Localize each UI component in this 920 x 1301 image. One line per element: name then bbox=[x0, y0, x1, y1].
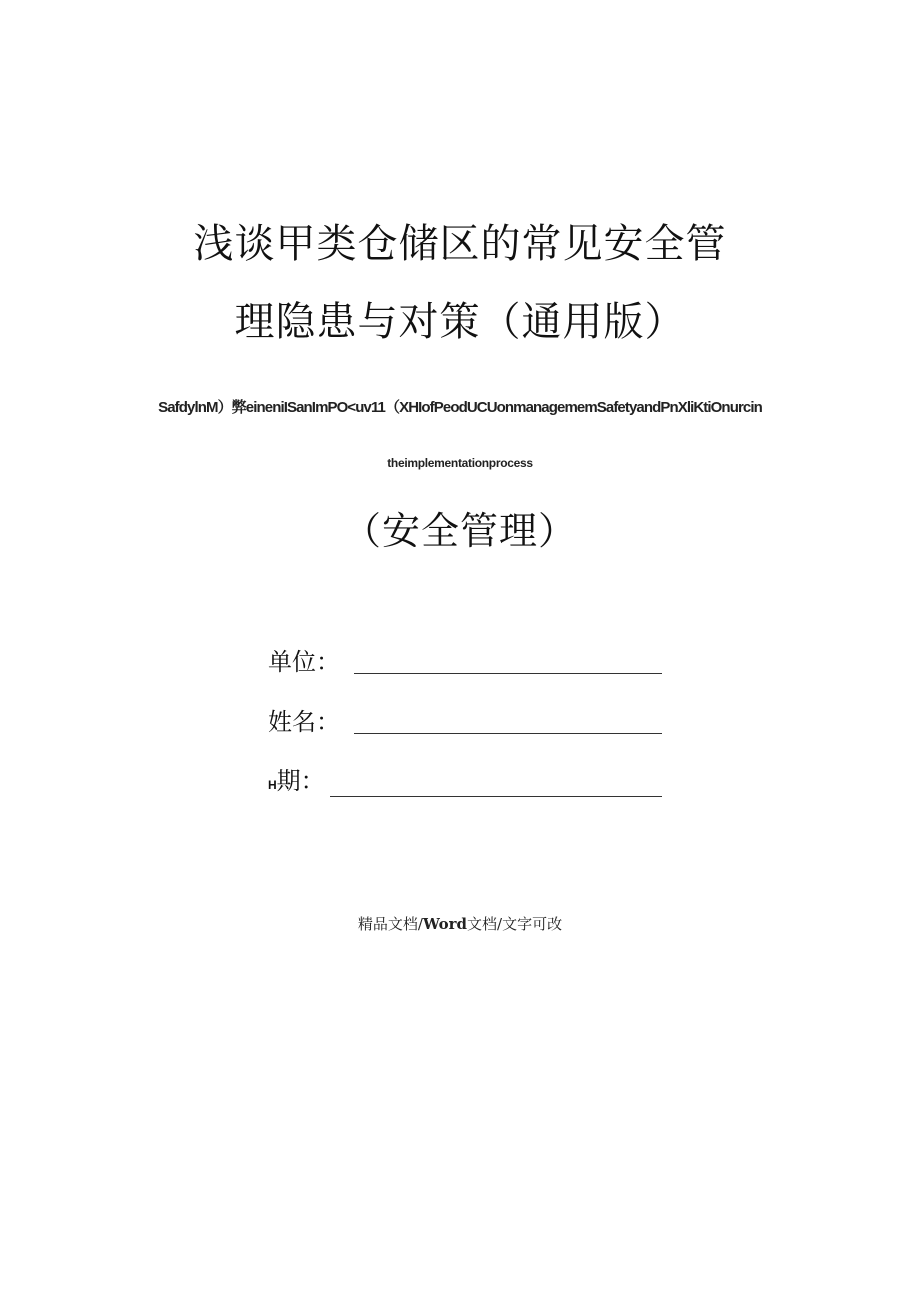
unit-field bbox=[268, 645, 662, 679]
document-title-line-1: 浅谈甲类仓储区的常见安全管 bbox=[193, 221, 727, 267]
footer-text-part2: 文档/文字可改 bbox=[467, 915, 563, 933]
date-label-wrapper bbox=[268, 764, 325, 802]
document-title-line-2: 理隐患与对策（通用版） bbox=[234, 299, 686, 345]
footer-text-part1: 精品文档/ bbox=[357, 915, 423, 933]
date-label: 期： bbox=[276, 767, 325, 795]
unit-label: 单位： bbox=[268, 648, 340, 676]
footer-word-label: Word bbox=[422, 915, 468, 933]
date-label-prefix: H bbox=[268, 778, 277, 792]
english-subtitle-line-1: SafdylnM）弊eineniISanImPO<uv11（XHIofPeodUCUonmanagememSafetyandPnXliKtiOnurcin bbox=[158, 399, 762, 416]
name-blank-line[interactable] bbox=[354, 733, 662, 734]
unit-blank-line[interactable] bbox=[354, 673, 662, 674]
document-category: （安全管理） bbox=[342, 509, 577, 553]
name-label: 姓名： bbox=[268, 708, 340, 736]
name-field bbox=[268, 705, 662, 739]
footer-note bbox=[0, 913, 920, 934]
english-subtitle-line-2: theimplementationprocess bbox=[387, 456, 533, 470]
date-field bbox=[268, 768, 662, 802]
date-blank-line[interactable] bbox=[330, 796, 662, 797]
